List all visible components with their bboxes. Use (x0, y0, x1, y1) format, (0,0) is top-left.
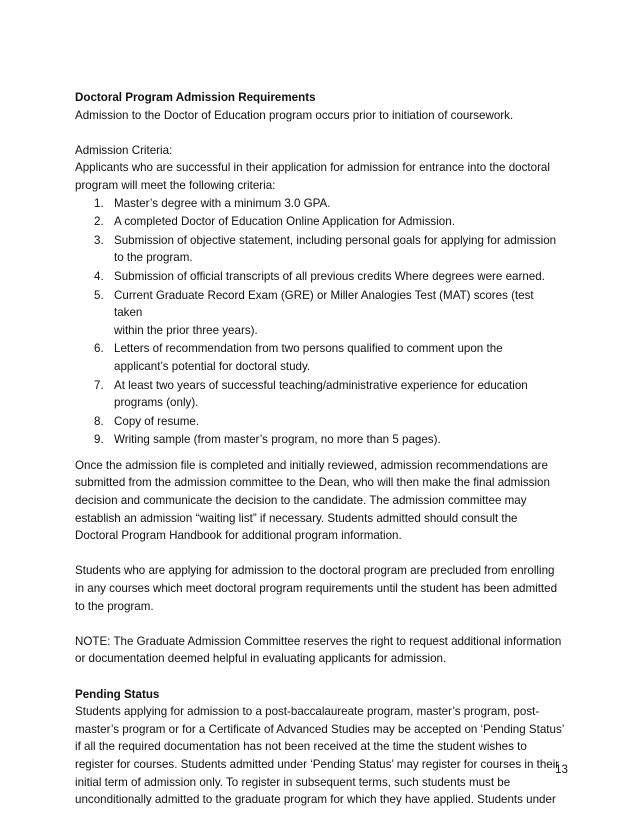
paragraph-line: initial term of admission only. To register in subsequent terms, such students must be (75, 775, 511, 789)
paragraph-line: decision and communicate the decision to the candidate. The admission committee may (75, 494, 527, 508)
page-number: 13 (555, 763, 568, 776)
criteria-item (75, 340, 565, 375)
criteria-item-text: Copy of resume. (114, 414, 200, 428)
paragraph-line: NOTE: The Graduate Admission Committee reserves the right to request additional information (75, 634, 562, 648)
criteria-item-number: 6. (94, 342, 104, 356)
paragraph-line: register for courses. Students admitted under ‘Pending Status’ may register for courses in their (75, 757, 560, 771)
criteria-item-text: within the prior three years). (114, 323, 258, 337)
criteria-item-text: At least two years of successful teaching/administrative experience for education (114, 378, 528, 392)
criteria-item-number: 7. (94, 378, 104, 392)
paragraph-line: Students who are applying for admission to the doctoral program are precluded from enrolling (75, 564, 555, 578)
doctoral-heading: Doctoral Program Admission Requirements (75, 91, 316, 104)
criteria-item-number: 2. (94, 215, 104, 229)
criteria-item-number: 9. (94, 433, 104, 447)
criteria-item-text: A completed Doctor of Education Online Application for Admission. (114, 215, 455, 229)
paragraph-line: unconditionally admitted to the graduate program for which they have applied. Students under (75, 793, 556, 807)
criteria-item-text: to the program. (114, 251, 193, 265)
criteria-item-number: 1. (94, 196, 104, 210)
criteria-item-text: Submission of objective statement, including personal goals for applying for admission (114, 233, 557, 247)
paragraph-line: to the program. (75, 599, 154, 613)
paragraph-line: or documentation deemed helpful in evaluating applicants for admission. (75, 652, 447, 666)
pending-paragraph (75, 703, 565, 809)
criteria-item-number: 3. (94, 233, 104, 247)
criteria-item-number: 8. (94, 414, 104, 428)
criteria-intro-line-1: Applicants who are successful in their application for admission for entrance into the doctoral (75, 161, 550, 175)
criteria-item (75, 268, 565, 286)
admission-file-paragraph (75, 457, 565, 545)
criteria-item (75, 232, 565, 267)
criteria-item-text: Master’s degree with a minimum 3.0 GPA. (114, 196, 331, 210)
criteria-list (75, 195, 565, 449)
paragraph-line: Students applying for admission to a post-baccalaureate program, master’s program, post- (75, 705, 540, 719)
paragraph-line: establish an admission “waiting list” if necessary. Students admitted should consult the (75, 511, 518, 525)
criteria-item (75, 377, 565, 412)
criteria-label: Admission Criteria: (75, 143, 173, 157)
paragraph-line: master’s program or for a Certificate of Advanced Studies may be accepted on ‘Pending Status’ (75, 722, 565, 736)
criteria-item-text: programs (only). (114, 396, 199, 410)
criteria-item-number: 4. (94, 269, 104, 283)
criteria-intro-line-2: program will meet the following criteria: (75, 178, 276, 192)
criteria-item-number: 5. (94, 288, 104, 302)
note-paragraph (75, 633, 565, 668)
paragraph-line: Doctoral Program Handbook for additional program information. (75, 529, 402, 543)
paragraph-line: in any courses which meet doctoral program requirements until the student has been admitted (75, 582, 558, 596)
paragraph-line: if all the required documentation has not been received at the time the student wishes to (75, 740, 527, 754)
paragraph-line: submitted from the admission committee to the Dean, who will then make the final admission (75, 476, 550, 490)
paragraph-line: Once the admission file is completed and initially reviewed, admission recommendations are (75, 458, 548, 472)
criteria-item (75, 431, 565, 449)
criteria-item (75, 413, 565, 431)
criteria-item (75, 195, 565, 213)
criteria-item-text: Submission of official transcripts of all previous credits Where degrees were earned. (114, 269, 545, 283)
pending-heading: Pending Status (75, 687, 160, 701)
criteria-item-text: Current Graduate Record Exam (GRE) or Miller Analogies Test (MAT) scores (test taken (114, 288, 534, 320)
criteria-item (75, 213, 565, 231)
criteria-item (75, 287, 565, 340)
page-content (75, 89, 565, 809)
doctoral-intro: Admission to the Doctor of Education program occurs prior to initiation of coursework. (75, 108, 514, 122)
precluded-paragraph (75, 562, 565, 615)
criteria-item-text: applicant’s potential for doctoral study. (114, 359, 311, 373)
criteria-item-text: Letters of recommendation from two persons qualified to comment upon the (114, 342, 503, 356)
criteria-item-text: Writing sample (from master’s program, no more than 5 pages). (114, 433, 441, 447)
